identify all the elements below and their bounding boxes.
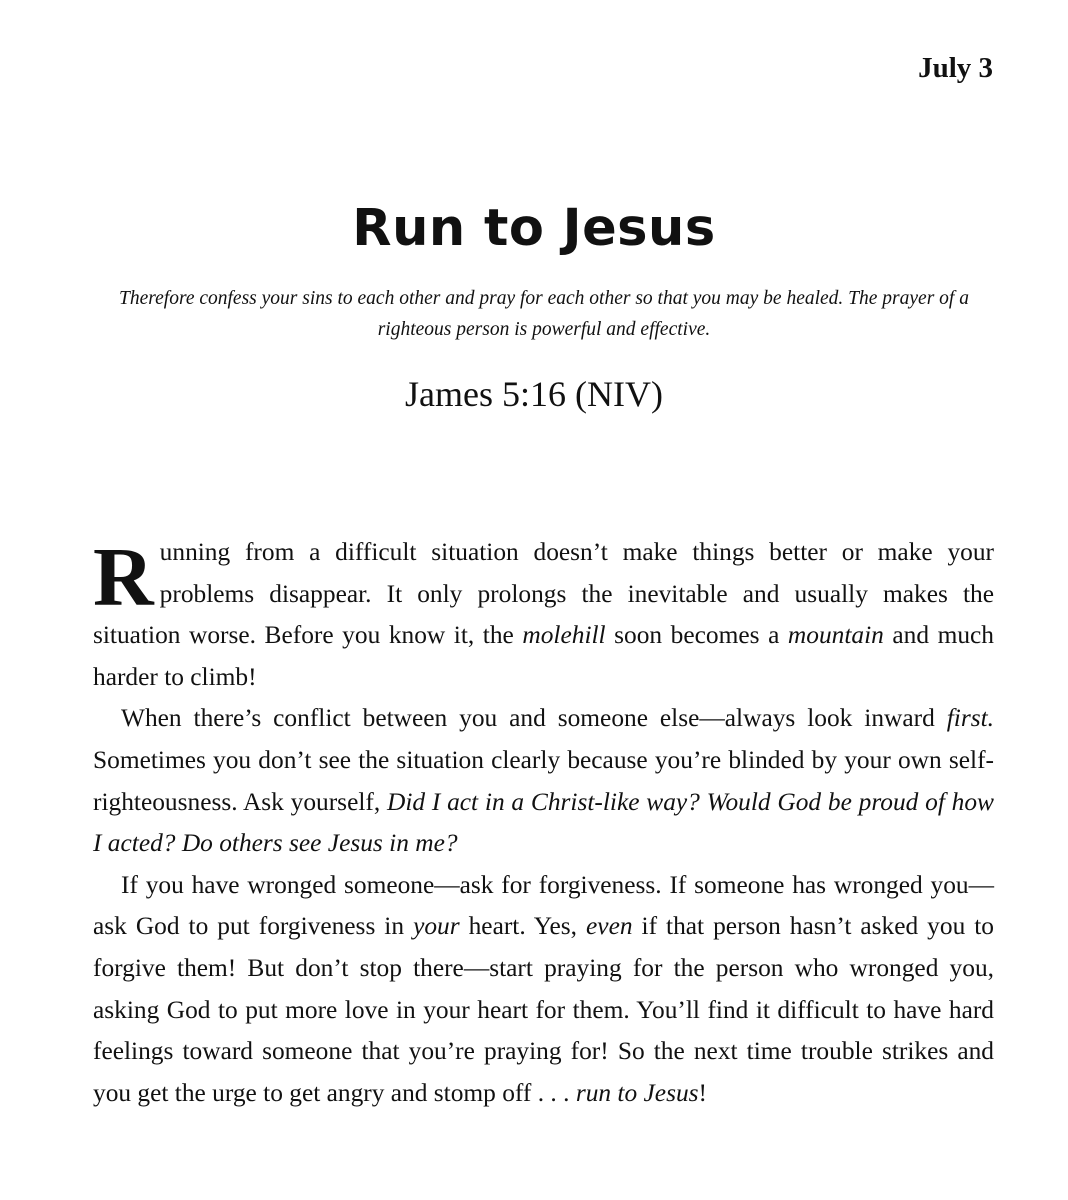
emphasis-run-to-jesus: run to Jesus (575, 1078, 699, 1107)
paragraph-3-text-e: if that person hasn’t asked you to forgive them! But don’t stop there—start praying for the person who wronged you, asking God to put more love in your heart for them. You’ll find it difficult to have hard feelings toward someone that you’re praying for! So the next time trouble strikes and you get the urge to get angry and stomp off . . . (93, 912, 994, 1107)
paragraph-2-text-c: Sometimes you don’t see the situation clearly because you’re blinded by your own self-righteousness. Ask yourself, (93, 745, 994, 816)
paragraph-2 (93, 698, 994, 864)
paragraph-1 (93, 532, 994, 698)
emphasis-first: first. (946, 704, 994, 733)
devotional-title: Run to Jesus (352, 199, 716, 258)
emphasis-even: even (586, 912, 633, 941)
paragraph-3-text-c: heart. Yes, (459, 912, 587, 941)
paragraph-1-text-a: unning from a difficult situation doesn’t make things better or make your problems disappear. It only prolongs the inevitable and usually makes the situation worse. Before you know it, the (93, 538, 994, 650)
emphasis-questions: Did I act in a Christ-like way? Would God be proud of how I acted? Do others see Jesus in me? (93, 787, 994, 858)
paragraph-1-text-e: and much harder to climb! (93, 621, 995, 691)
devotional-body (93, 532, 994, 1114)
scripture-reference: James 5:16 (NIV) (405, 374, 663, 414)
paragraph-3-text-g: ! (698, 1078, 707, 1107)
emphasis-mountain: mountain (787, 621, 884, 650)
emphasis-molehill: molehill (522, 621, 606, 650)
drop-cap: R (93, 531, 154, 624)
paragraph-3 (93, 865, 994, 1115)
paragraph-1-text-c: soon becomes a (605, 621, 788, 650)
scripture-verse: Therefore confess your sins to each other and pray for each other so that you may be healed. The prayer of a righteous person is powerful and effective. (119, 288, 969, 340)
paragraph-3-text-a: If you have wronged someone—ask for forgiveness. If someone has wronged you—ask God to put forgiveness in (93, 870, 994, 941)
page-date: July 3 (918, 52, 993, 84)
emphasis-your: your (413, 912, 460, 941)
paragraph-2-text-a: When there’s conflict between you and someone else—always look inward (121, 704, 947, 733)
